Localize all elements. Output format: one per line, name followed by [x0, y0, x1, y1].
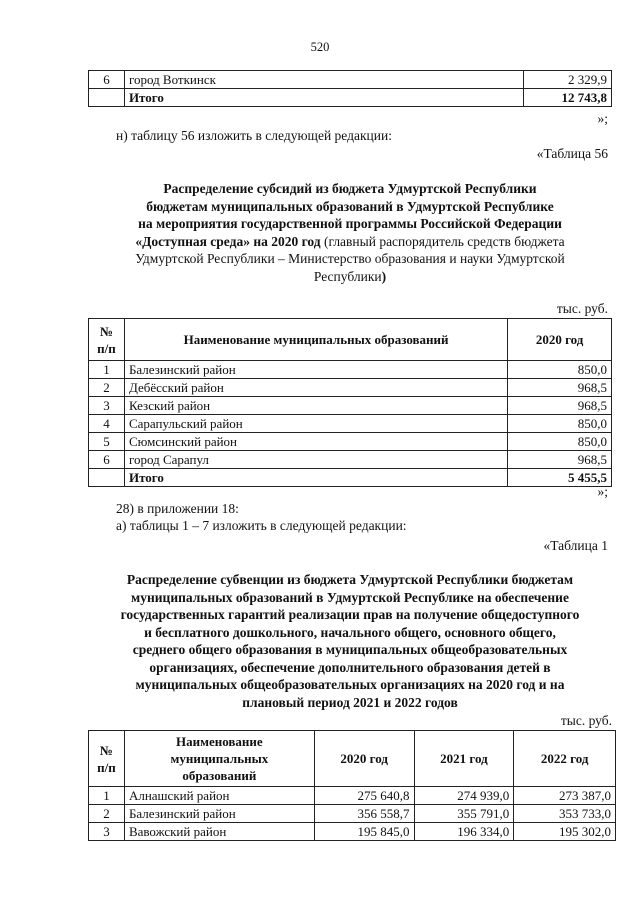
row-number: 2: [89, 379, 125, 397]
row-number: [89, 89, 125, 107]
title-line: государственных гарантий реализации прав на получение общедоступного: [120, 607, 580, 622]
table-row: [89, 433, 612, 451]
header-year-2020: 2020 год: [314, 731, 414, 787]
title-line: на мероприятия государственной программы Российской Федерации: [138, 216, 562, 231]
table1-title: [88, 571, 612, 711]
table1-reference: «Таблица 1: [543, 538, 608, 553]
title-line: муниципальных общеобразовательных организациях на 2020 год и на: [135, 677, 565, 692]
row-value: 968,5: [508, 379, 612, 397]
total-row: [89, 89, 612, 107]
row-number: 3: [89, 397, 125, 415]
row-name: Балезинский район: [124, 805, 314, 823]
row-value-2020: 275 640,8: [314, 787, 414, 805]
table-row: [89, 451, 612, 469]
table-row: [89, 361, 612, 379]
title-bold-part: ): [381, 268, 387, 284]
title-line: организациях, обеспечение дополнительного образования детей в: [149, 659, 551, 675]
row-value-2021: 274 939,0: [414, 787, 514, 805]
row-value: 850,0: [508, 415, 612, 433]
total-label: Итого: [124, 469, 507, 487]
header-name: Наименование муниципальных образований: [124, 731, 314, 787]
header-year-2021: 2021 год: [414, 731, 514, 787]
header-number: № п/п: [89, 319, 125, 361]
row-value: 2 329,9: [524, 71, 612, 89]
row-number: 1: [89, 361, 125, 379]
total-value: 5 455,5: [508, 469, 612, 487]
row-number: 4: [89, 415, 125, 433]
row-value: 968,5: [508, 451, 612, 469]
title-normal-part: (главный распорядитель средств бюджета: [320, 233, 565, 249]
page-number: 520: [310, 40, 330, 54]
row-name: Балезинский район: [124, 361, 507, 379]
title-line: бюджетам муниципальных образований в Удмуртской Республике: [146, 198, 554, 214]
table56-close: »;: [597, 484, 608, 499]
row-value: 968,5: [508, 397, 612, 415]
table-row: [89, 71, 612, 89]
title-line: и бесплатного дошкольного, начального общего, основного общего,: [144, 624, 556, 640]
title-line: Распределение субсидий из бюджета Удмуртской Республики: [163, 181, 537, 196]
title-line: плановый период 2021 и 2022 годов: [242, 694, 458, 710]
title-line: муниципальных образований в Удмуртской Республике на обеспечение: [131, 589, 569, 605]
row-number: 3: [89, 823, 125, 841]
row-number: 5: [89, 433, 125, 451]
header-year: 2020 год: [508, 319, 612, 361]
table-row: [89, 787, 616, 805]
top-table-close: »;: [597, 111, 608, 126]
header-year-2022: 2022 год: [514, 731, 616, 787]
title-bold-part: «Доступная среда» на 2020 год: [135, 233, 321, 249]
row-value-2020: 195 845,0: [314, 823, 414, 841]
row-value: 850,0: [508, 433, 612, 451]
row-name: Сарапульский район: [124, 415, 507, 433]
row-name: Дебёсский район: [124, 379, 507, 397]
table-row: [89, 805, 616, 823]
table1: [88, 730, 616, 841]
table-row: [89, 397, 612, 415]
title-line: [88, 268, 612, 286]
table-row: [89, 823, 616, 841]
total-value: 12 743,8: [524, 89, 612, 107]
title-line: [88, 233, 612, 251]
row-value-2022: 195 302,0: [514, 823, 616, 841]
row-name: город Сарапул: [124, 451, 507, 469]
row-number: 2: [89, 805, 125, 823]
table56-title: [88, 180, 612, 285]
row-name: Сюмсинский район: [124, 433, 507, 451]
title-line: Удмуртской Республики – Министерство образования и науки Удмуртской: [135, 251, 565, 266]
title-normal-part: Республики: [313, 268, 382, 284]
row-name: Вавожский район: [124, 823, 314, 841]
instruction-a: а) таблицы 1 – 7 изложить в следующей редакции:: [116, 518, 407, 533]
row-number: [89, 469, 125, 487]
top-table: [88, 70, 612, 107]
row-value-2022: 353 733,0: [514, 805, 616, 823]
header-name: Наименование муниципальных образований: [124, 319, 507, 361]
unit-label: тыс. руб.: [560, 713, 612, 728]
row-number: 6: [89, 451, 125, 469]
row-name: Кезский район: [124, 397, 507, 415]
row-value: 850,0: [508, 361, 612, 379]
unit-label: тыс. руб.: [556, 301, 608, 316]
header-number: № п/п: [89, 731, 125, 787]
instruction-n: н) таблицу 56 изложить в следующей редакции:: [116, 128, 392, 143]
table56: [88, 318, 612, 487]
row-value-2022: 273 387,0: [514, 787, 616, 805]
total-row: [89, 469, 612, 487]
table-row: [89, 379, 612, 397]
title-line: среднего общего образования в муниципальных общеобразовательных: [132, 642, 568, 657]
row-value-2021: 196 334,0: [414, 823, 514, 841]
table56-reference: «Таблица 56: [536, 146, 608, 161]
row-number: 1: [89, 787, 125, 805]
table-row: [89, 415, 612, 433]
row-value-2020: 356 558,7: [314, 805, 414, 823]
row-number: 6: [89, 71, 125, 89]
table-header-row: [89, 319, 612, 361]
title-line: Распределение субвенции из бюджета Удмуртской Республики бюджетам: [126, 572, 574, 587]
total-label: Итого: [124, 89, 523, 107]
row-value-2021: 355 791,0: [414, 805, 514, 823]
instruction-28: 28) в приложении 18:: [116, 501, 239, 516]
row-name: Алнашский район: [124, 787, 314, 805]
row-name: город Воткинск: [124, 71, 523, 89]
table-header-row: [89, 731, 616, 787]
